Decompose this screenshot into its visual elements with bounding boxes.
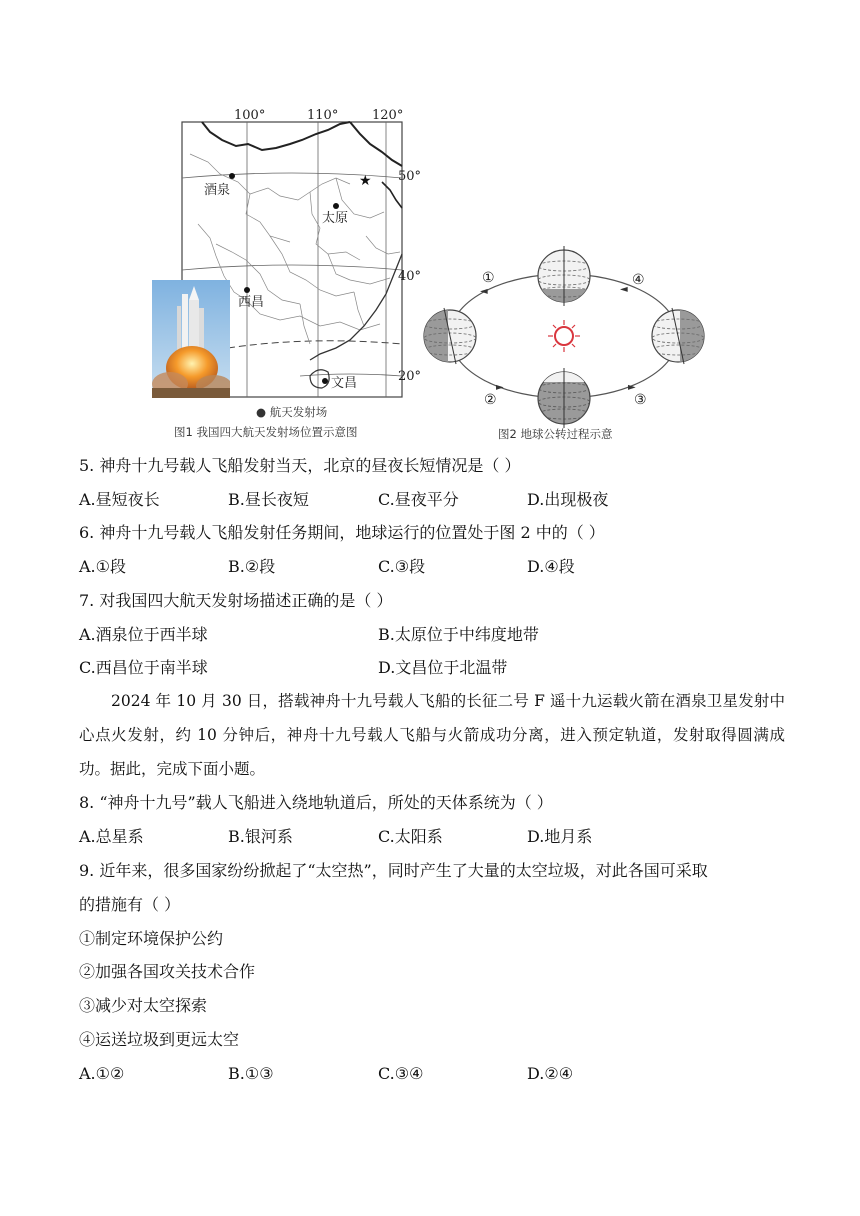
q7-option-d: D.文昌位于北温带 [378,658,508,677]
q7-option-b: B.太原位于中纬度地带 [378,625,539,644]
segment-marker-1: ① [482,270,495,286]
sun-icon [548,320,580,352]
figure-1-caption: 图1 我国四大航天发射场位置示意图 [174,425,358,439]
xichang-dot [244,287,250,293]
map-legend: ● 航天发射场 [256,405,328,419]
svg-text:►: ► [496,382,504,393]
lon-label-110: 110° [307,108,339,123]
q9-item-1: ①制定环境保护公约 [79,929,224,948]
q8-option-b: B.银河系 [228,827,293,846]
q9-item-2: ②加强各国攻关技术合作 [79,962,256,981]
lat-label-50: 50° [398,169,420,184]
segment-marker-3: ③ [634,392,647,408]
question-8-stem: 8. “神舟十九号”载人飞船进入绕地轨道后，所处的天体系统为（ ） [79,793,553,812]
q6-option-c: C.③段 [378,557,426,576]
wenchang-dot [322,378,328,384]
figure-1-map [150,104,420,444]
q9-option-b: B.①③ [228,1064,274,1083]
site-label-xichang: 西昌 [238,295,265,310]
question-9-stem-line-2: 的措施有（ ） [79,895,181,914]
question-6-stem: 6. 神舟十九号载人飞船发射任务期间，地球运行的位置处于图 2 中的（ ） [79,523,605,542]
earth-globe-right [652,308,706,364]
site-label-taiyuan: 太原 [322,211,349,226]
q6-option-d: D.④段 [527,557,575,576]
q6-option-a: A.①段 [79,557,126,576]
earth-globe-top [538,246,590,306]
q7-option-a: A.酒泉位于西半球 [79,625,208,644]
lon-label-120: 120° [372,108,404,123]
q9-item-4: ④运送垃圾到更远太空 [79,1030,240,1049]
question-9-stem-line-1: 9. 近年来，很多国家纷纷掀起了“太空热”，同时产生了大量的太空垃圾，对此各国可采取 [79,861,708,880]
figure-2-orbit [420,236,710,444]
q5-option-c: C.昼夜平分 [378,490,459,509]
q9-option-a: A.①② [79,1064,125,1083]
q9-option-d: D.②④ [527,1064,574,1083]
jiuquan-dot [229,173,235,179]
segment-marker-4: ④ [632,272,645,288]
lon-label-100: 100° [234,108,266,123]
segment-marker-2: ② [484,392,497,408]
lat-label-20: 20° [398,369,420,384]
q5-option-d: D.出现极夜 [527,490,609,509]
q9-option-c: C.③④ [378,1064,424,1083]
site-label-jiuquan: 酒泉 [204,183,231,198]
q8-option-c: C.太阳系 [378,827,443,846]
q8-option-a: A.总星系 [79,827,144,846]
q5-option-a: A.昼短夜长 [79,490,160,509]
earth-globe-bottom [538,368,590,428]
earth-orbit-svg [420,236,710,444]
q6-option-b: B.②段 [228,557,276,576]
earth-globe-left [424,308,476,364]
reading-passage: 2024 年 10 月 30 日，搭载神舟十九号载人飞船的长征二号 F 遥十九运载火箭在酒泉卫星发射中心点火发射，约 10 分钟后，神舟十九号载人飞船与火箭成功分离，进入预定轨道，发射取得圆满成功。据此，完成下面小题。 [79,692,785,778]
lat-label-40: 40° [398,269,420,284]
q9-item-3: ③减少对太空探索 [79,996,208,1015]
question-5-stem: 5. 神舟十九号载人飞船发射当天，北京的昼夜长短情况是（ ） [79,456,521,475]
rocket-launch-photo [152,280,230,398]
taiyuan-dot [333,203,339,209]
svg-text:◄: ◄ [480,286,488,297]
figure-2-caption: 图2 地球公转过程示意 [498,427,613,441]
site-label-wenchang: 文昌 [331,376,358,391]
svg-text:►: ► [628,382,636,393]
q8-option-d: D.地月系 [527,827,593,846]
q5-option-b: B.昼长夜短 [228,490,309,509]
beijing-star-icon: ★ [359,173,372,189]
svg-text:◄: ◄ [620,284,628,295]
q7-option-c: C.西昌位于南半球 [79,658,208,677]
question-7-stem: 7. 对我国四大航天发射场描述正确的是（ ） [79,591,393,610]
